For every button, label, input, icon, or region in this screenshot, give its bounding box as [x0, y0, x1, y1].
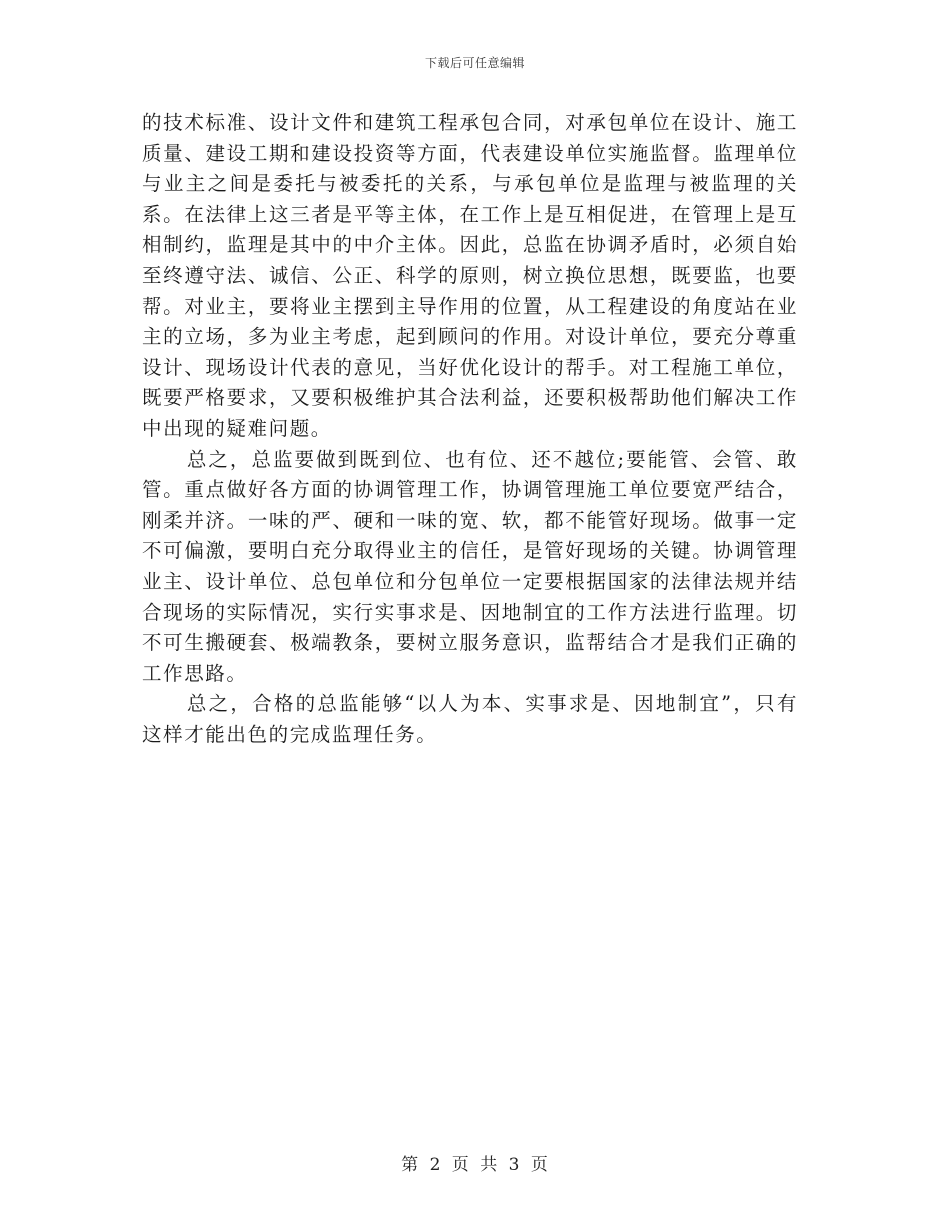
paragraph-conclusion: 总之，合格的总监能够“以人为本、实事求是、因地制宜”，只有这样才能出色的完成监理任务。 — [142, 692, 798, 746]
header-note: 下载后可任意编辑 — [424, 56, 525, 70]
paragraph-summary: 总之，总监要做到既到位、也有位、还不越位;要能管、会管、敢管。重点做好各方面的协调管理工作，协调管理施工单位要宽严结合，刚柔并济。一味的严、硬和一味的宽、软，都不能管好现场。做事一定不可偏激，要明白充分取得业主的信任，是管好现场的关键。协调管理业主、设计单位、总包单位和分包单位一定要根据国家的法律法规并结合现场的实际情况，实行实事求是、因地制宜的工作方法进行监理。切不可生搬硬套、极端教条，要树立服务意识，监帮结合才是我们正确的工作思路。 — [142, 447, 798, 685]
paragraph-continuation: 的技术标准、设计文件和建筑工程承包合同，对承包单位在设计、施工质量、建设工期和建设投资等方面，代表建设单位实施监督。监理单位与业主之间是委托与被委托的关系，与承包单位是监理与被监理的关系。在法律上这三者是平等主体，在工作上是互相促进，在管理上是互相制约，监理是其中的中介主体。因此，总监在协调矛盾时，必须自始至终遵守法、诚信、公正、科学的原则，树立换位思想，既要监，也要帮。对业主，要将业主摆到主导作用的位置，从工程建设的角度站在业主的立场，多为业主考虑，起到顾问的作用。对设计单位，要充分尊重设计、现场设计代表的意见，当好优化设计的帮手。对工程施工单位， 既要严格要求，又要积极维护其合法利益，还要积极帮助他们解决工作中出现的疑难问题。 — [142, 111, 798, 440]
document-body — [142, 108, 798, 750]
page-number-footer: 第 2 页 共 3 页 — [401, 1155, 549, 1175]
